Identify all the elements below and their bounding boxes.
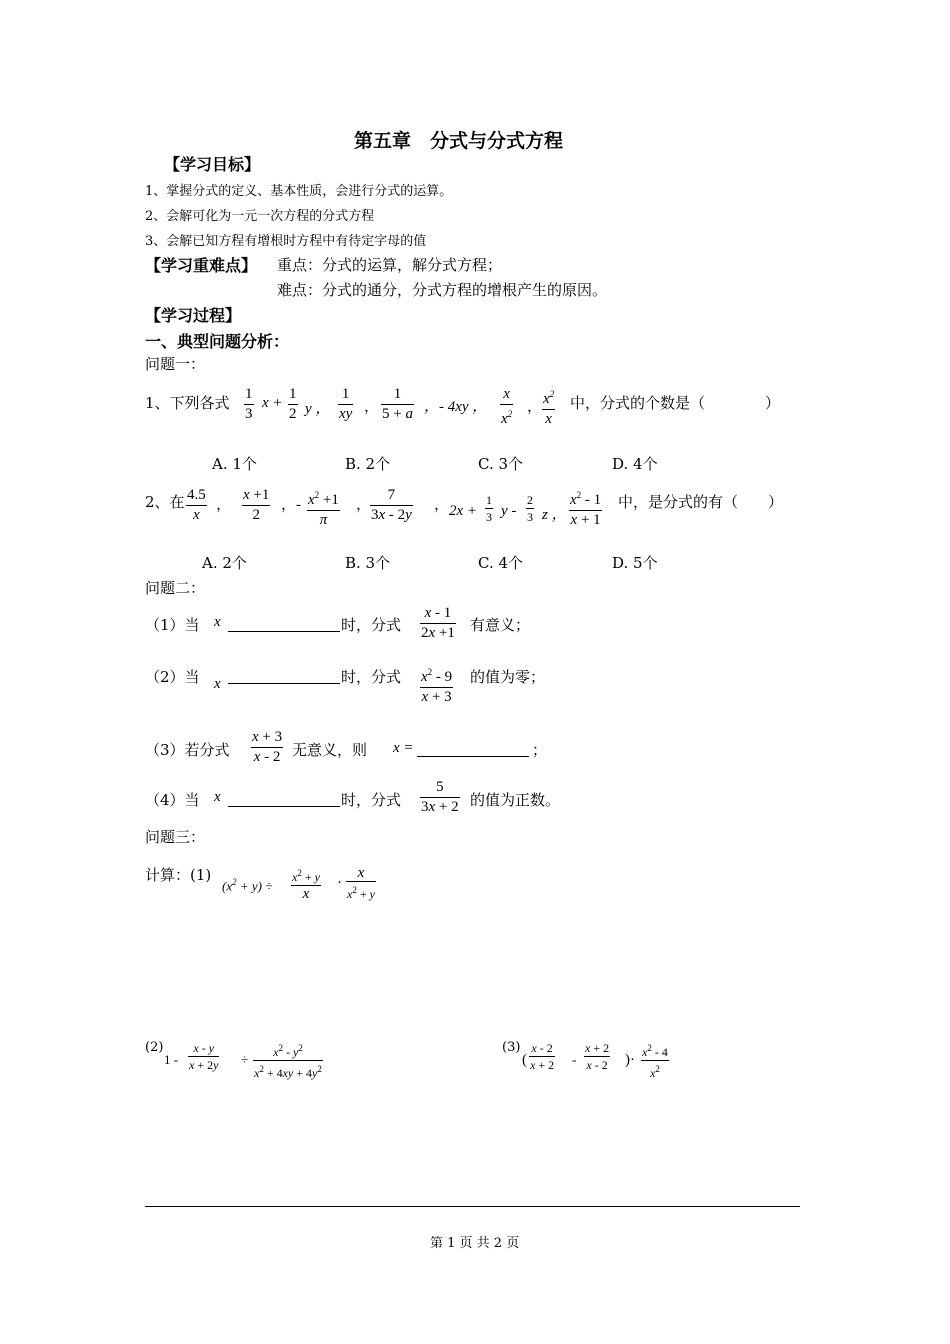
calc-label-3: (3) [502, 1040, 521, 1055]
p2-q1-a: （1）当 [145, 616, 200, 634]
q2-option-d: D. 5个 [612, 554, 658, 572]
p2-q4-b: 时，分式 [341, 791, 402, 809]
p2-q2-a: （2）当 [145, 668, 200, 686]
section1-heading: 一、典型问题分析： [145, 332, 290, 351]
p2-q1-c: 有意义； [470, 616, 531, 634]
calc-label: 计算：(1) [145, 866, 212, 884]
calc-label-2: (2) [145, 1040, 164, 1055]
answer-blank[interactable] [417, 755, 529, 757]
q2-suffix: 中，是分式的有（ ） [618, 493, 784, 511]
q2-option-c: C. 4个 [478, 554, 524, 572]
problem1-heading: 问题一： [145, 355, 206, 373]
problem3-heading: 问题三： [145, 828, 206, 846]
answer-blank[interactable] [228, 682, 340, 684]
keypoints-key: 重点：分式的运算，解分式方程； [277, 256, 503, 274]
objective-item: 3、会解已知方程有增根时方程中有待定字母的值 [145, 234, 427, 249]
p2-q4-c: 的值为正数。 [470, 791, 561, 809]
q1-option-b: B. 2个 [345, 455, 391, 473]
p2-q2-c: 的值为零； [470, 668, 546, 686]
p2-q3-b: 无意义，则 [292, 741, 368, 759]
q1-prefix: 1、下列各式 [145, 394, 230, 412]
process-heading: 【学习过程】 [145, 306, 242, 325]
objective-item: 1、掌握分式的定义、基本性质，会进行分式的运算。 [145, 184, 453, 199]
q1-option-a: A. 1个 [212, 455, 257, 473]
page-title: 第五章 分式与分式方程 [354, 130, 564, 152]
keypoints-difficult: 难点：分式的通分，分式方程的增根产生的原因。 [277, 281, 608, 299]
p2-q3-c: ； [532, 741, 548, 759]
p2-q3-a: （3）若分式 [145, 741, 230, 759]
q1-option-d: D. 4个 [612, 455, 658, 473]
p2-q2-b: 时，分式 [341, 668, 402, 686]
answer-blank[interactable] [228, 630, 340, 632]
page-footer: 第 1 页 共 2 页 [430, 1236, 520, 1251]
keypoints-heading: 【学习重难点】 [145, 256, 258, 275]
q1-suffix: 中，分式的个数是（ ） [570, 394, 781, 412]
q2-option-b: B. 3个 [345, 554, 391, 572]
q1-option-c: C. 3个 [478, 455, 524, 473]
q2-prefix: 2、在 [145, 493, 185, 511]
footer-divider [145, 1206, 800, 1207]
q2-option-a: A. 2个 [202, 554, 247, 572]
p2-q4-a: （4）当 [145, 791, 200, 809]
p2-q1-b: 时，分式 [341, 616, 402, 634]
problem2-heading: 问题二： [145, 579, 206, 597]
answer-blank[interactable] [228, 805, 340, 807]
objective-item: 2、会解可化为一元一次方程的分式方程 [145, 209, 375, 224]
objectives-heading: 【学习目标】 [164, 155, 261, 174]
